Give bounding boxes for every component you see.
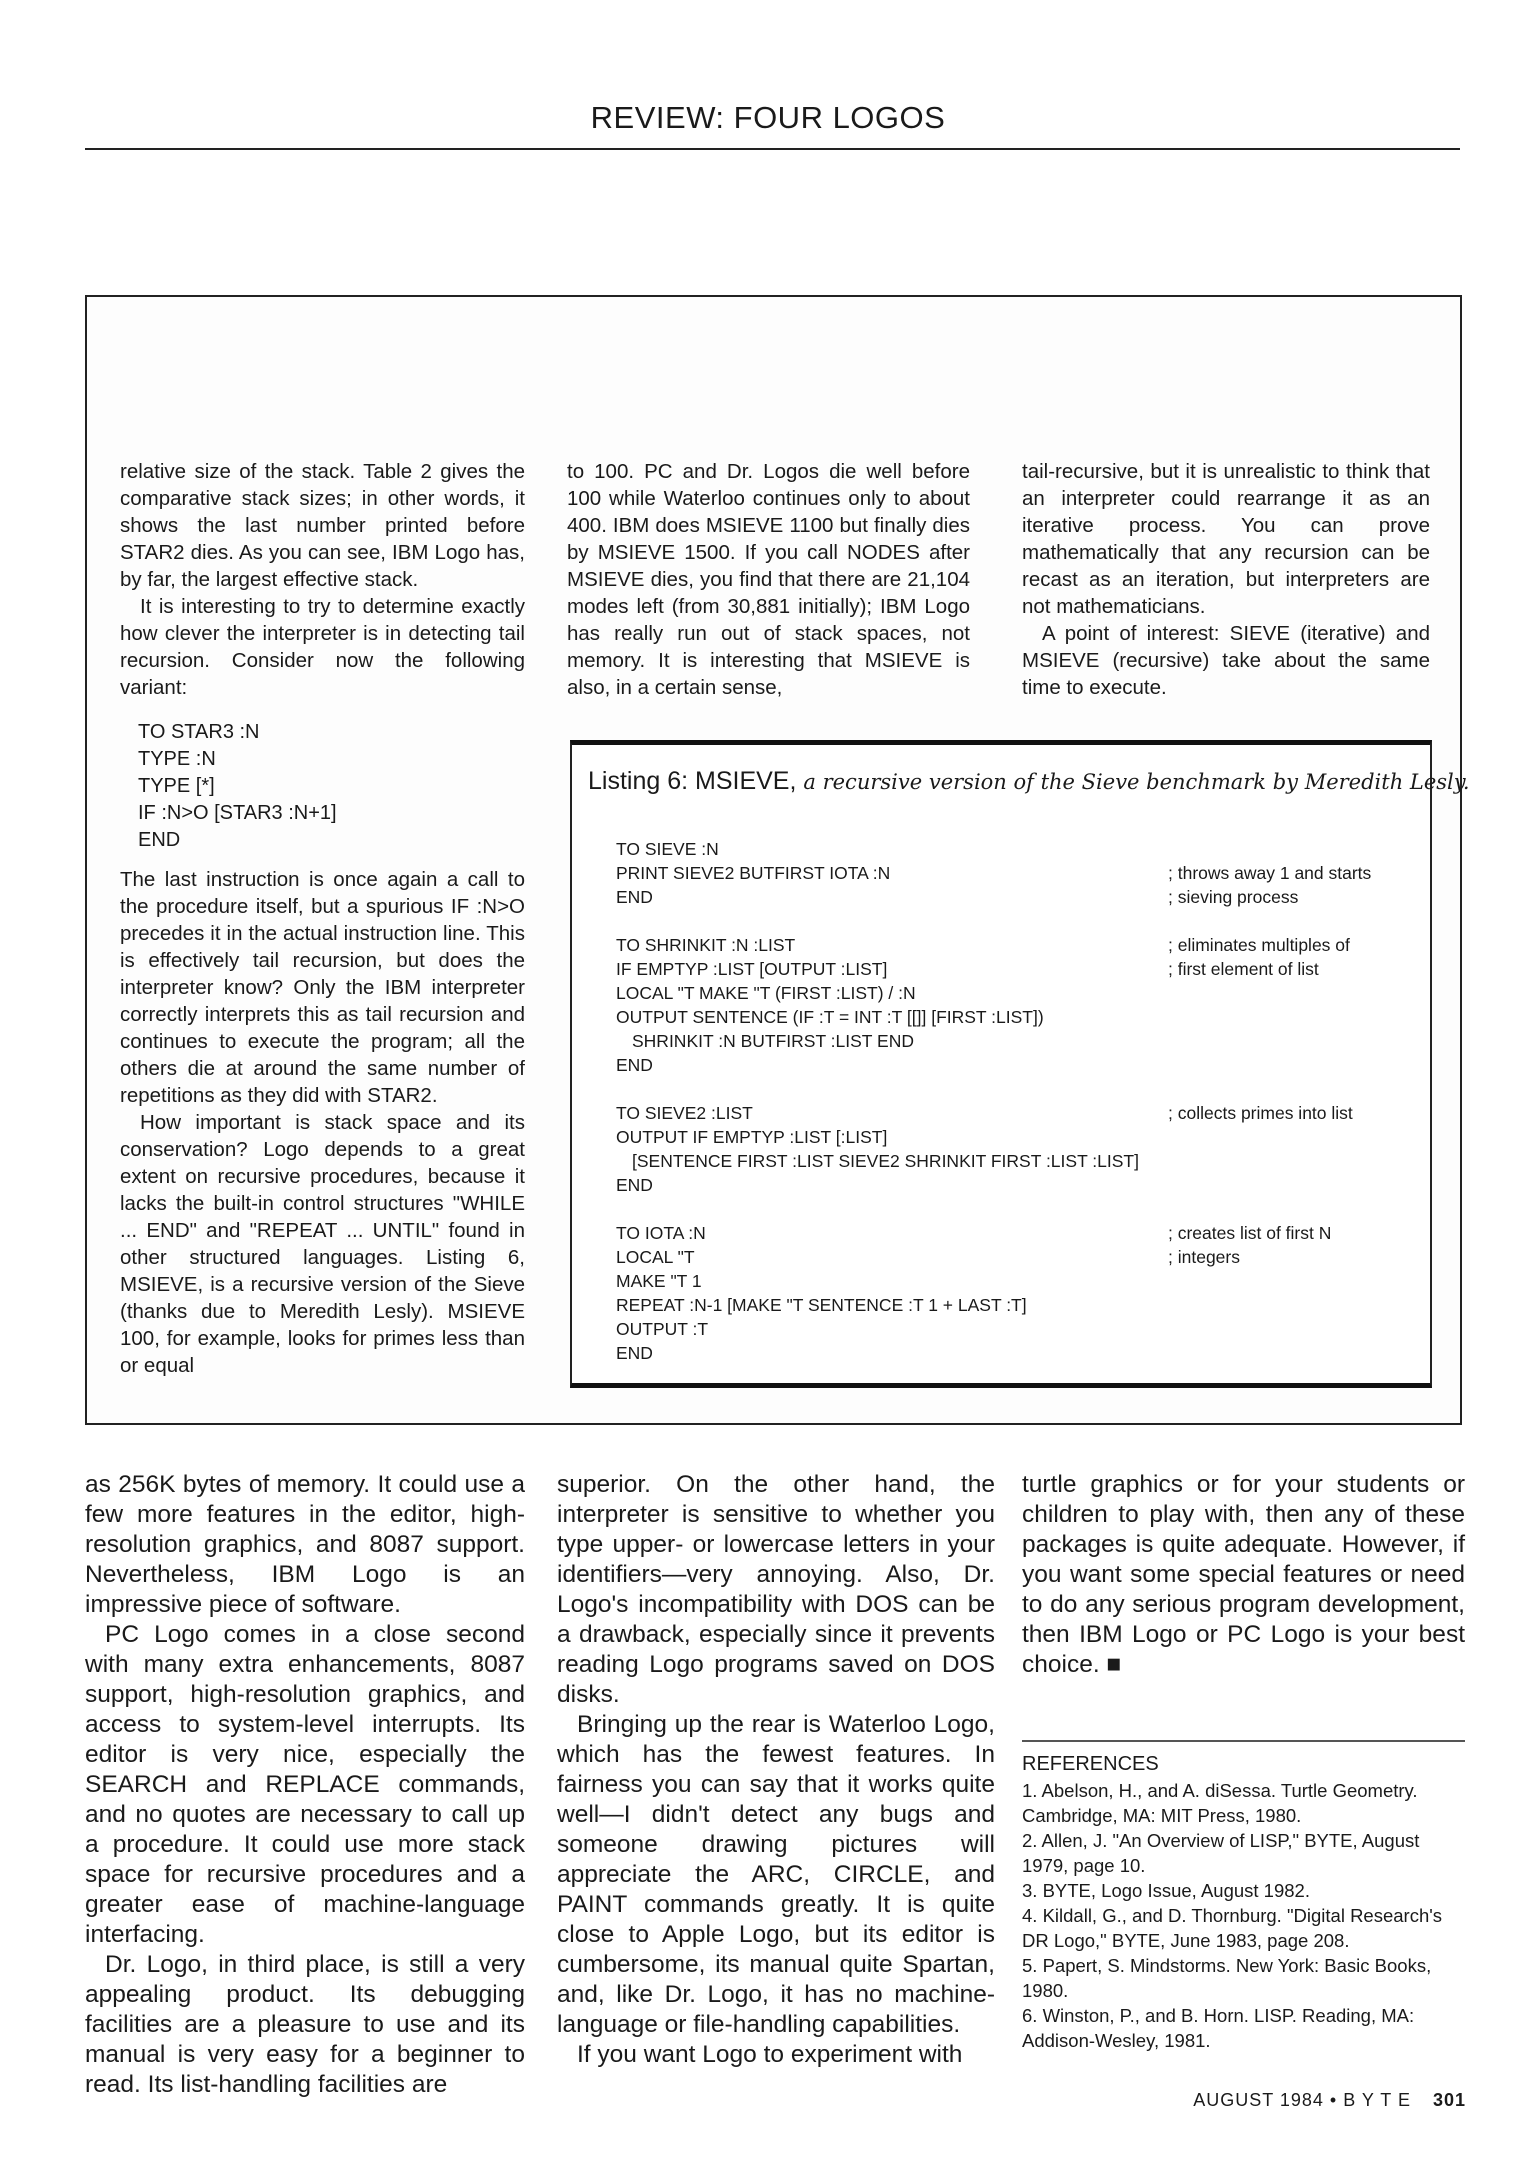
page-number: 301 [1432, 2090, 1466, 2110]
code-text: SHRINKIT :N BUTFIRST :LIST END [632, 1031, 914, 1051]
code-text: MAKE "T 1 [616, 1271, 702, 1291]
code-line [616, 1125, 1416, 1149]
column-3 [1022, 1470, 1465, 2053]
paragraph: as 256K bytes of memory. It could use a few more features in the editor, high-resolution graphics, and 8087 support. Nevertheless, IBM Logo is an impressive piece of software. [85, 1471, 525, 1618]
code-text: REPEAT :N-1 [MAKE "T SENTENCE :T 1 + LAST :T] [616, 1295, 1027, 1315]
code-text: END [616, 887, 653, 907]
code-comment: ; first element of list [1168, 959, 1319, 979]
code-line [616, 885, 1416, 909]
code-text: END [616, 1343, 653, 1363]
paragraph: superior. On the other hand, the interpreter is sensitive to whether you type upper- or lowercase letters in your identifiers—very annoying. Also, Dr. Logo's incompatibility with DOS can be a drawback, especially since it prevents reading Logo programs saved on DOS disks. [557, 1471, 995, 1708]
references-rule [1022, 1740, 1465, 1742]
box-column-3 [1022, 458, 1430, 701]
blank-line [616, 1197, 1416, 1221]
paragraph: to 100. PC and Dr. Logos die well before 100 while Waterloo continues only to about 400. IBM does MSIEVE 1100 but finally dies by MSIEVE 1500. If you call NODES after MSIEVE dies, you find that there are 21,104 modes left (from 30,881 initially); IBM Logo has really run out of stack spaces, not memory. It is interesting that MSIEVE is also, in a certain sense, [567, 460, 970, 699]
code-text: END [616, 1055, 653, 1075]
listing-label: Listing 6: MSIEVE, [588, 767, 797, 795]
paragraph: Dr. Logo, in third place, is still a very appealing product. Its debugging facilities are a pleasure to use and its manual is very easy for a beginner to read. Its list-handling facilities are [85, 1951, 525, 2098]
code-line [616, 957, 1416, 981]
code-line [616, 837, 1416, 861]
code-text: [SENTENCE FIRST :LIST SIEVE2 SHRINKIT FIRST :LIST :LIST] [632, 1151, 1139, 1171]
code-comment: ; eliminates multiples of [1168, 935, 1350, 955]
code-text: TO SIEVE :N [616, 839, 719, 859]
listing-title [588, 767, 1470, 796]
blank-line [616, 909, 1416, 933]
code-line [616, 933, 1416, 957]
listing-subtitle: a recursive version of the Sieve benchmark by Meredith Lesly. [803, 770, 1470, 794]
code-line [616, 1029, 1416, 1053]
code-line [616, 1173, 1416, 1197]
column-1 [85, 1470, 525, 2100]
footer-issue: AUGUST 1984 • B Y T E [1193, 2090, 1411, 2110]
references-heading: REFERENCES [1022, 1753, 1159, 1775]
code-text: LOCAL "T [616, 1247, 695, 1267]
code-line [616, 1101, 1416, 1125]
code-line [616, 1341, 1416, 1365]
paragraph: A point of interest: SIEVE (iterative) and MSIEVE (recursive) take about the same time to execute. [1022, 622, 1430, 699]
running-header: REVIEW: FOUR LOGOS [590, 100, 946, 135]
code-line [616, 1293, 1416, 1317]
code-comment: ; sieving process [1168, 887, 1299, 907]
paragraph: Bringing up the rear is Waterloo Logo, which has the fewest features. In fairness you can say that it works quite well—I didn't detect any bugs and someone drawing pictures will appreciate the ARC, CIRCLE, and PAINT commands greatly. It is quite close to Apple Logo, but its editor is cumbersome, its manual quite Spartan, and, like Dr. Logo, it has no machine-language or file-handling capabilities. [557, 1711, 995, 2038]
paragraph: How important is stack space and its conservation? Logo depends to a great extent on recursive procedures, because it lacks the built-in control structures "WHILE ... END" and "REPEAT ... UNTIL" found in other structured languages. Listing 6, MSIEVE, is a recursive version of the Sieve (thanks due to Meredith Lesly). MSIEVE 100, for example, looks for primes less than or equal [120, 1111, 525, 1377]
code-line [616, 1053, 1416, 1077]
page-footer [1193, 2090, 1466, 2111]
code-line [616, 1149, 1416, 1173]
code-text: OUTPUT SENTENCE (IF :T = INT :T [[]] [FIRST :LIST]) [616, 1007, 1044, 1027]
code-text: IF EMPTYP :LIST [OUTPUT :LIST] [616, 959, 888, 979]
paragraph: turtle graphics or for your students or children to play with, then any of these packages is quite adequate. However, if you want some special features or need to do any serious program development, then IBM Logo or PC Logo is your best choice. ■ [1022, 1471, 1465, 1678]
code-line: TYPE [*] [138, 775, 215, 797]
code-text: TO SHRINKIT :N :LIST [616, 935, 796, 955]
paragraph: tail-recursive, but it is unrealistic to think that an interpreter could rearrange it as an iterative process. You can prove mathematically that any recursion can be recast as an iteration, but interpreters are not mathematicians. [1022, 460, 1430, 618]
code-line [616, 981, 1416, 1005]
paragraph: relative size of the stack. Table 2 gives the comparative stack sizes; in other words, it shows the last number printed before STAR2 dies. As you can see, IBM Logo has, by far, the largest effective stack. [120, 460, 525, 591]
paragraph: If you want Logo to experiment with [577, 2041, 963, 2068]
reference: 5. Papert, S. Mindstorms. New York: Basic Books, 1980. [1022, 1955, 1432, 2001]
blank-line [616, 1077, 1416, 1101]
code-line: END [138, 829, 181, 851]
code-line: TYPE :N [138, 748, 216, 770]
code-line [616, 1005, 1416, 1029]
code-text: OUTPUT IF EMPTYP :LIST [:LIST] [616, 1127, 888, 1147]
code-line [616, 1245, 1416, 1269]
code-text: LOCAL "T MAKE "T (FIRST :LIST) / :N [616, 983, 916, 1003]
code-comment: ; integers [1168, 1247, 1240, 1267]
code-comment: ; collects primes into list [1168, 1103, 1353, 1123]
code-text: TO SIEVE2 :LIST [616, 1103, 753, 1123]
paragraph: It is interesting to try to determine exactly how clever the interpreter is in detecting tail recursion. Consider now the following variant: [120, 595, 525, 699]
header-rule [85, 148, 1460, 150]
code-line [616, 1221, 1416, 1245]
code-text: TO IOTA :N [616, 1223, 706, 1243]
reference: 2. Allen, J. "An Overview of LISP," BYTE, August 1979, page 10. [1022, 1830, 1420, 1876]
box-column-2 [567, 458, 970, 701]
box-column-1 [120, 458, 525, 1379]
reference: 6. Winston, P., and B. Horn. LISP. Reading, MA: Addison-Wesley, 1981. [1022, 2005, 1415, 2051]
code-line [616, 1317, 1416, 1341]
reference: 1. Abelson, H., and A. diSessa. Turtle Geometry. Cambridge, MA: MIT Press, 1980. [1022, 1780, 1418, 1826]
listing-6 [570, 740, 1470, 1388]
code-text: END [616, 1175, 653, 1195]
code-text: OUTPUT :T [616, 1319, 709, 1339]
reference: 4. Kildall, G., and D. Thornburg. "Digital Research's DR Logo," BYTE, June 1983, page 208. [1022, 1905, 1443, 1951]
code-line: TO STAR3 :N [138, 721, 260, 743]
listing-code [616, 837, 1416, 1365]
code-comment: ; creates list of first N [1168, 1223, 1332, 1243]
code-line: IF :N>O [STAR3 :N+1] [138, 802, 337, 824]
code-star3 [138, 719, 525, 854]
paragraph: The last instruction is once again a call to the procedure itself, but a spurious IF :N>O precedes it in the actual instruction line. This is effectively tail recursion, but does the interpreter know? Only the IBM interpreter correctly interprets this as tail recursion and continues to execute the program; all the others die at around the same number of repetitions as they did with STAR2. [120, 868, 525, 1107]
code-comment: ; throws away 1 and starts [1168, 863, 1372, 883]
code-text: PRINT SIEVE2 BUTFIRST IOTA :N [616, 863, 891, 883]
references-list [1022, 1778, 1465, 2053]
paragraph: PC Logo comes in a close second with many extra enhancements, 8087 support, high-resolution graphics, and access to system-level interrupts. Its editor is very nice, especially the SEARCH and REPLACE commands, and no quotes are necessary to call up a procedure. It could use more stack space for recursive procedures and a greater ease of machine-language interfacing. [85, 1621, 525, 1948]
reference: 3. BYTE, Logo Issue, August 1982. [1022, 1880, 1310, 1901]
column-2 [557, 1470, 995, 2070]
code-line [616, 1269, 1416, 1293]
code-line [616, 861, 1416, 885]
